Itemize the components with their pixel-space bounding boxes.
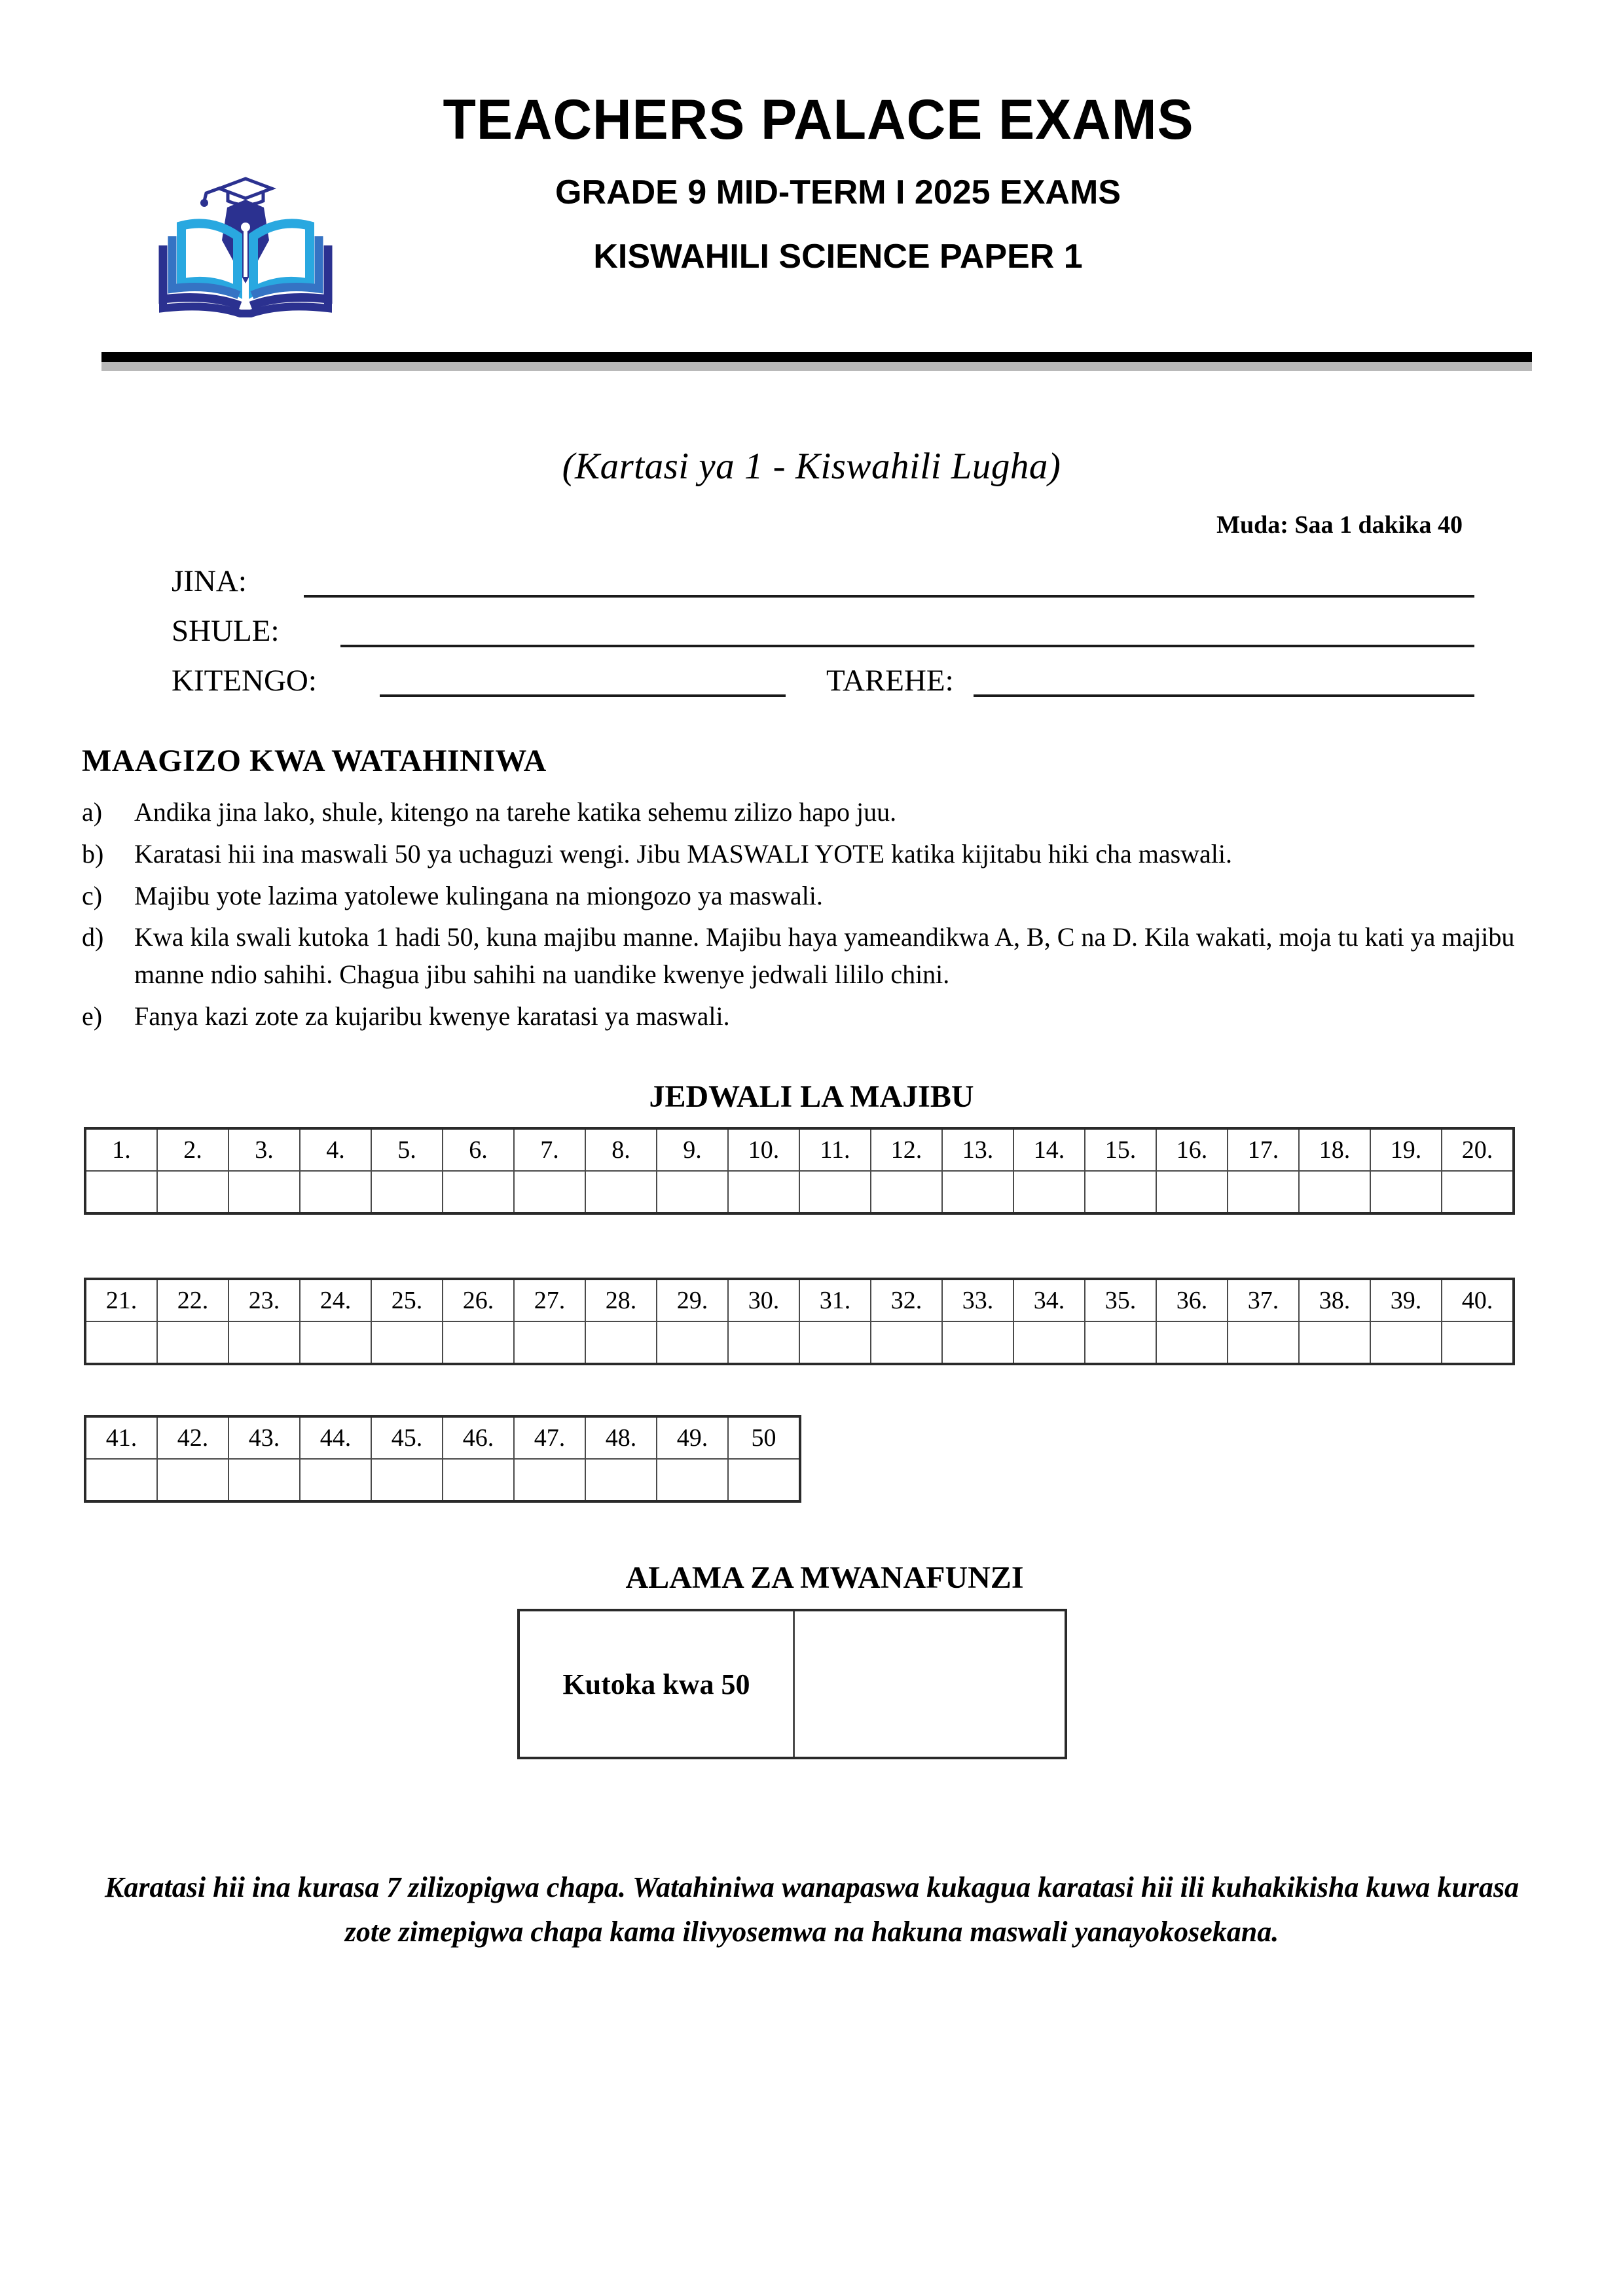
- answer-number-cell: 26.: [443, 1279, 514, 1321]
- answer-number-cell: 35.: [1085, 1279, 1156, 1321]
- answer-entry-cell[interactable]: [585, 1459, 657, 1501]
- answer-entry-cell[interactable]: [1013, 1171, 1085, 1213]
- answer-entry-cell[interactable]: [657, 1171, 728, 1213]
- answer-entry-cell[interactable]: [300, 1171, 371, 1213]
- answer-entry-cell[interactable]: [1228, 1321, 1299, 1364]
- answer-entry-cell[interactable]: [799, 1171, 871, 1213]
- answer-number-cell: 36.: [1156, 1279, 1228, 1321]
- answer-entry-cell[interactable]: [443, 1459, 514, 1501]
- answer-number-cell: 8.: [585, 1128, 657, 1171]
- list-item: [82, 878, 1532, 915]
- page-title: TEACHERS PALACE EXAMS: [443, 88, 1194, 151]
- answer-entry-cell[interactable]: [228, 1459, 300, 1501]
- answer-number-cell: 13.: [942, 1128, 1013, 1171]
- answer-entry-cell[interactable]: [371, 1459, 443, 1501]
- answer-number-cell: 7.: [514, 1128, 585, 1171]
- answer-entry-cell[interactable]: [514, 1171, 585, 1213]
- answer-number-cell: 39.: [1370, 1279, 1442, 1321]
- answer-entry-row: [85, 1321, 1514, 1364]
- shule-input[interactable]: [340, 645, 1474, 647]
- answer-entry-cell[interactable]: [728, 1459, 800, 1501]
- answer-entry-cell[interactable]: [799, 1321, 871, 1364]
- answer-entry-cell[interactable]: [1085, 1171, 1156, 1213]
- answer-table-1: [84, 1127, 1515, 1215]
- list-item: [82, 919, 1532, 994]
- tarehe-label: TAREHE:: [826, 664, 954, 698]
- answer-table-2: [84, 1278, 1515, 1365]
- jina-input[interactable]: [304, 595, 1474, 598]
- exam-duration: Muda: Saa 1 dakika 40: [1216, 511, 1463, 539]
- answer-number-cell: 34.: [1013, 1279, 1085, 1321]
- answer-number-row: [85, 1279, 1514, 1321]
- answer-number-cell: 18.: [1299, 1128, 1370, 1171]
- answer-entry-cell[interactable]: [371, 1321, 443, 1364]
- answer-entry-cell[interactable]: [1370, 1171, 1442, 1213]
- answer-number-cell: 22.: [157, 1279, 228, 1321]
- list-item-marker: e): [82, 1001, 103, 1031]
- marks-box: [517, 1609, 1067, 1759]
- answer-entry-cell[interactable]: [85, 1321, 157, 1364]
- answer-number-cell: 32.: [871, 1279, 942, 1321]
- paper-subtitle: (Kartasi ya 1 - Kiswahili Lugha): [562, 446, 1061, 487]
- instructions-list: [82, 794, 1532, 1040]
- answer-entry-cell[interactable]: [228, 1171, 300, 1213]
- answer-number-row: [85, 1128, 1514, 1171]
- answer-entry-cell[interactable]: [1228, 1171, 1299, 1213]
- answer-number-cell: 44.: [300, 1416, 371, 1459]
- list-item-text: Fanya kazi zote za kujaribu kwenye karatasi ya maswali.: [134, 1001, 730, 1031]
- answer-entry-cell[interactable]: [1370, 1321, 1442, 1364]
- list-item-text: Karatasi hii ina maswali 50 ya uchaguzi wengi. Jibu MASWALI YOTE katika kijitabu hiki cha maswali.: [134, 838, 1233, 869]
- field-row-jina: [172, 553, 1474, 603]
- answer-number-cell: 37.: [1228, 1279, 1299, 1321]
- answer-entry-cell[interactable]: [443, 1321, 514, 1364]
- list-item-text: Kwa kila swali kutoka 1 hadi 50, kuna majibu manne. Majibu haya yameandikwa A, B, C na D. Kila wakati, moja tu kati ya majibu manne ndio sahihi. Chagua jibu sahihi na uandike kwenye jedwali lililo chini.: [134, 922, 1515, 990]
- list-item-marker: b): [82, 838, 104, 869]
- answer-number-cell: 24.: [300, 1279, 371, 1321]
- answer-number-cell: 19.: [1370, 1128, 1442, 1171]
- answer-number-cell: 31.: [799, 1279, 871, 1321]
- answer-entry-cell[interactable]: [1442, 1171, 1514, 1213]
- answer-number-cell: 12.: [871, 1128, 942, 1171]
- answer-entry-cell[interactable]: [942, 1171, 1013, 1213]
- answer-entry-cell[interactable]: [514, 1321, 585, 1364]
- list-item: [82, 794, 1532, 831]
- answer-number-cell: 28.: [585, 1279, 657, 1321]
- answer-number-cell: 1.: [85, 1128, 157, 1171]
- answer-entry-cell[interactable]: [871, 1321, 942, 1364]
- list-item-marker: d): [82, 922, 104, 952]
- answer-number-cell: 17.: [1228, 1128, 1299, 1171]
- answer-number-cell: 20.: [1442, 1128, 1514, 1171]
- answer-number-cell: 41.: [85, 1416, 157, 1459]
- answer-table-title: JEDWALI LA MAJIBU: [649, 1079, 974, 1114]
- answer-number-cell: 43.: [228, 1416, 300, 1459]
- answer-number-cell: 42.: [157, 1416, 228, 1459]
- field-row-kitengo-tarehe: [172, 653, 1474, 702]
- answer-entry-cell[interactable]: [1013, 1321, 1085, 1364]
- answer-number-cell: 21.: [85, 1279, 157, 1321]
- answer-number-cell: 48.: [585, 1416, 657, 1459]
- answer-entry-cell[interactable]: [85, 1171, 157, 1213]
- candidate-details-form: [172, 553, 1474, 702]
- answer-entry-cell[interactable]: [657, 1321, 728, 1364]
- shule-label: SHULE:: [172, 614, 280, 648]
- answer-entry-cell[interactable]: [514, 1459, 585, 1501]
- field-row-shule: [172, 603, 1474, 653]
- answer-number-cell: 49.: [657, 1416, 728, 1459]
- answer-number-cell: 50: [728, 1416, 800, 1459]
- kitengo-input[interactable]: [380, 694, 786, 697]
- answer-number-cell: 47.: [514, 1416, 585, 1459]
- jina-label: JINA:: [172, 564, 247, 598]
- answer-number-cell: 6.: [443, 1128, 514, 1171]
- answer-entry-cell[interactable]: [1085, 1321, 1156, 1364]
- exam-subtitle-subject: KISWAHILI SCIENCE PAPER 1: [593, 238, 1083, 276]
- answer-number-cell: 23.: [228, 1279, 300, 1321]
- answer-entry-cell[interactable]: [657, 1459, 728, 1501]
- answer-number-cell: 11.: [799, 1128, 871, 1171]
- answer-grid-block-1: [84, 1127, 1515, 1215]
- answer-grid-block-2: [84, 1278, 1515, 1365]
- answer-number-cell: 10.: [728, 1128, 799, 1171]
- answer-entry-cell[interactable]: [728, 1171, 799, 1213]
- header-divider: [101, 352, 1532, 362]
- answer-entry-cell[interactable]: [1156, 1321, 1228, 1364]
- answer-entry-cell[interactable]: [1442, 1321, 1514, 1364]
- answer-entry-cell[interactable]: [1156, 1171, 1228, 1213]
- list-item-text: Andika jina lako, shule, kitengo na tarehe katika sehemu zilizo hapo juu.: [134, 797, 897, 827]
- list-item: [82, 998, 1532, 1035]
- marks-label: Kutoka kwa 50: [520, 1611, 795, 1757]
- answer-number-cell: 40.: [1442, 1279, 1514, 1321]
- list-item-marker: a): [82, 797, 103, 827]
- answer-table-3: [84, 1415, 801, 1503]
- answer-number-cell: 16.: [1156, 1128, 1228, 1171]
- answer-number-row: [85, 1416, 800, 1459]
- answer-number-cell: 9.: [657, 1128, 728, 1171]
- answer-number-cell: 33.: [942, 1279, 1013, 1321]
- exam-subtitle-grade: GRADE 9 MID-TERM I 2025 EXAMS: [555, 173, 1121, 211]
- answer-entry-cell[interactable]: [157, 1459, 228, 1501]
- answer-entry-cell[interactable]: [228, 1321, 300, 1364]
- tarehe-input[interactable]: [974, 694, 1474, 697]
- answer-number-cell: 29.: [657, 1279, 728, 1321]
- list-item-text: Majibu yote lazima yatolewe kulingana na miongozo ya maswali.: [134, 880, 823, 910]
- kitengo-label: KITENGO:: [172, 664, 317, 698]
- answer-entry-cell[interactable]: [1299, 1171, 1370, 1213]
- list-item-marker: c): [82, 880, 103, 910]
- answer-entry-cell[interactable]: [585, 1321, 657, 1364]
- answer-number-cell: 46.: [443, 1416, 514, 1459]
- answer-grid-block-3: [84, 1415, 801, 1503]
- answer-number-cell: 3.: [228, 1128, 300, 1171]
- answer-entry-cell[interactable]: [443, 1171, 514, 1213]
- answer-entry-cell[interactable]: [157, 1171, 228, 1213]
- answer-number-cell: 45.: [371, 1416, 443, 1459]
- answer-entry-row: [85, 1459, 800, 1501]
- marks-value-input[interactable]: [795, 1611, 1065, 1757]
- answer-entry-cell[interactable]: [728, 1321, 799, 1364]
- answer-number-cell: 2.: [157, 1128, 228, 1171]
- answer-entry-row: [85, 1171, 1514, 1213]
- answer-entry-cell[interactable]: [300, 1459, 371, 1501]
- answer-entry-cell[interactable]: [85, 1459, 157, 1501]
- answer-entry-cell[interactable]: [300, 1321, 371, 1364]
- answer-entry-cell[interactable]: [1299, 1321, 1370, 1364]
- page-count-notice: Karatasi hii ina kurasa 7 zilizopigwa chapa. Watahiniwa wanapaswa kukagua karatasi hii ili kuhakikisha kuwa kurasa zote zimepigwa chapa kama ilivyosemwa na hakuna maswali yanayokosekana.: [105, 1871, 1519, 1948]
- answer-number-cell: 5.: [371, 1128, 443, 1171]
- answer-number-cell: 25.: [371, 1279, 443, 1321]
- answer-entry-cell[interactable]: [585, 1171, 657, 1213]
- answer-entry-cell[interactable]: [871, 1171, 942, 1213]
- instructions-heading: MAAGIZO KWA WATAHINIWA: [82, 744, 547, 778]
- answer-number-cell: 38.: [1299, 1279, 1370, 1321]
- answer-number-cell: 15.: [1085, 1128, 1156, 1171]
- answer-entry-cell[interactable]: [371, 1171, 443, 1213]
- answer-number-cell: 14.: [1013, 1128, 1085, 1171]
- answer-entry-cell[interactable]: [157, 1321, 228, 1364]
- open-book-pen-graduation-logo-icon: [141, 167, 350, 331]
- list-item: [82, 836, 1532, 873]
- answer-number-cell: 4.: [300, 1128, 371, 1171]
- answer-number-cell: 27.: [514, 1279, 585, 1321]
- marks-section-title: ALAMA ZA MWANAFUNZI: [625, 1560, 1024, 1595]
- answer-number-cell: 30.: [728, 1279, 799, 1321]
- answer-entry-cell[interactable]: [942, 1321, 1013, 1364]
